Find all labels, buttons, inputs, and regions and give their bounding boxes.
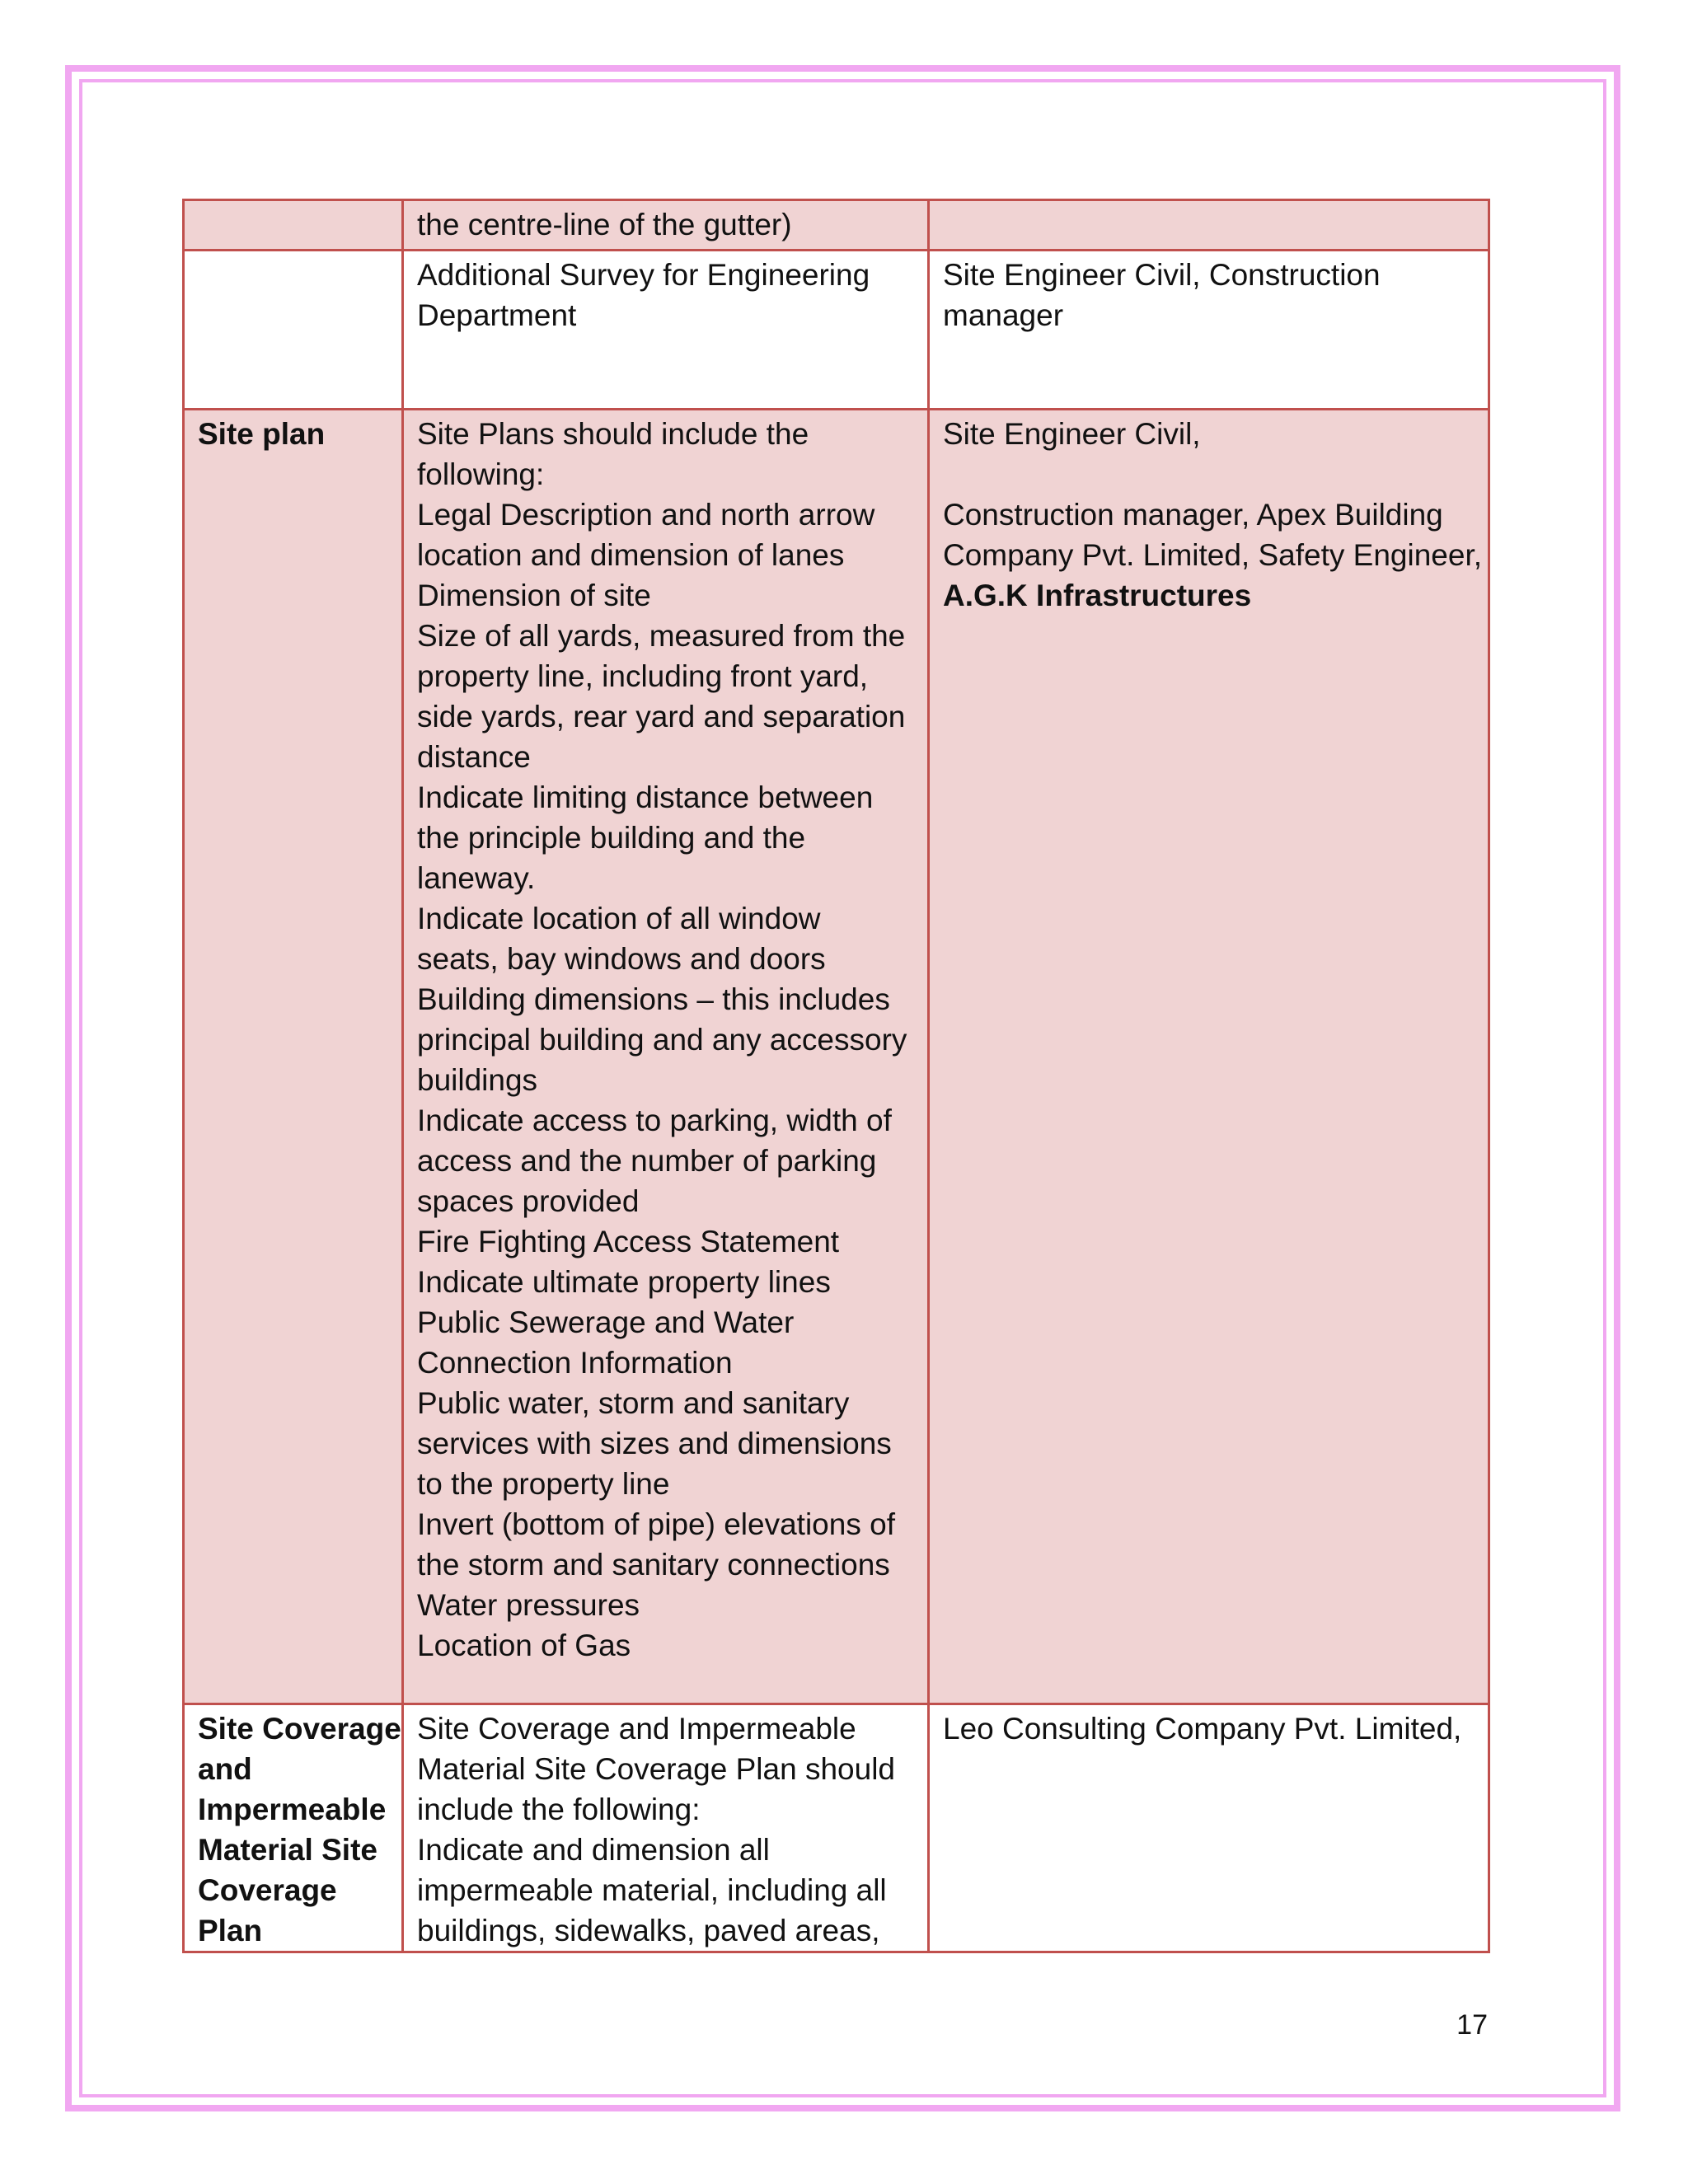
description-cell	[403, 1704, 929, 1952]
description-line: location and dimension of lanes	[417, 538, 845, 572]
responsible-cell	[929, 1704, 1489, 1952]
item-cell	[184, 1704, 403, 1952]
requirements-table	[182, 199, 1490, 1953]
responsible-line: Leo Consulting Company Pvt. Limited,	[943, 1712, 1462, 1746]
description-line: access and the number of parking	[417, 1144, 877, 1178]
description-line: Dimension of site	[417, 579, 651, 612]
item-cell	[184, 200, 403, 251]
responsible-line: Site Engineer Civil, Construction	[943, 258, 1381, 292]
page-number: 17	[1456, 2009, 1488, 2041]
description-line: buildings	[417, 1063, 538, 1097]
item-label-line: Coverage	[198, 1873, 337, 1907]
description-line: Department	[417, 298, 577, 332]
description-line: Indicate limiting distance between	[417, 780, 874, 814]
description-line: services with sizes and dimensions	[417, 1427, 892, 1460]
item-label-line: Impermeable	[198, 1793, 387, 1826]
description-line: Site Coverage and Impermeable	[417, 1712, 856, 1746]
description-line: Material Site Coverage Plan should	[417, 1752, 895, 1786]
item-cell	[184, 410, 403, 1704]
description-line: the storm and sanitary connections	[417, 1548, 890, 1582]
item-label-line: Site Coverage	[198, 1712, 401, 1746]
description-line: Legal Description and north arrow	[417, 498, 875, 532]
description-line: the centre-line of the gutter)	[417, 208, 792, 241]
description-line: Indicate ultimate property lines	[417, 1265, 831, 1299]
description-line: include the following:	[417, 1793, 701, 1826]
blank-line	[943, 454, 1475, 494]
item-label-line: Material Site	[198, 1833, 377, 1867]
description-line: Invert (bottom of pipe) elevations of	[417, 1507, 895, 1541]
table-row	[184, 410, 1489, 1704]
description-line: distance	[417, 740, 531, 774]
description-cell	[403, 200, 929, 251]
description-line: laneway.	[417, 861, 536, 895]
description-line: Indicate location of all window	[417, 902, 821, 935]
description-line: seats, bay windows and doors	[417, 942, 826, 976]
description-line: Indicate access to parking, width of	[417, 1104, 892, 1137]
responsible-cell	[929, 200, 1489, 251]
description-line: Additional Survey for Engineering	[417, 258, 870, 292]
description-line: the principle building and the	[417, 821, 806, 855]
responsible-line: manager	[943, 298, 1064, 332]
item-label: Site plan	[198, 417, 326, 451]
description-line: Public water, storm and sanitary	[417, 1386, 850, 1420]
description-line: Indicate and dimension all	[417, 1833, 770, 1867]
item-label-line: Plan	[198, 1914, 263, 1947]
description-line: Connection Information	[417, 1346, 733, 1380]
responsible-cell	[929, 410, 1489, 1704]
responsible-company-bold: A.G.K Infrastructures	[943, 579, 1252, 612]
description-line: to the property line	[417, 1467, 670, 1501]
item-cell	[184, 251, 403, 410]
description-line: Location of Gas	[417, 1629, 631, 1662]
description-line: Site Plans should include the	[417, 417, 809, 451]
responsible-cell	[929, 251, 1489, 410]
description-line: Fire Fighting Access Statement	[417, 1225, 840, 1258]
description-line: Water pressures	[417, 1588, 640, 1622]
responsible-line: Construction manager, Apex Building	[943, 498, 1443, 532]
description-line: Building dimensions – this includes	[417, 982, 890, 1016]
description-line: Public Sewerage and Water	[417, 1305, 795, 1339]
table-row	[184, 200, 1489, 251]
description-line: side yards, rear yard and separation	[417, 700, 906, 733]
description-cell	[403, 251, 929, 410]
description-line: buildings, sidewalks, paved areas,	[417, 1914, 880, 1947]
description-line: impermeable material, including all	[417, 1873, 887, 1907]
description-line: following:	[417, 457, 545, 491]
table-row	[184, 251, 1489, 410]
description-line: property line, including front yard,	[417, 659, 869, 693]
responsible-line: Site Engineer Civil,	[943, 417, 1201, 451]
table-row	[184, 1704, 1489, 1952]
description-line: spaces provided	[417, 1184, 640, 1218]
responsible-line: Company Pvt. Limited, Safety Engineer,	[943, 538, 1483, 572]
description-line: Size of all yards, measured from the	[417, 619, 906, 653]
description-line: principal building and any accessory	[417, 1023, 907, 1057]
description-cell	[403, 410, 929, 1704]
item-label-line: and	[198, 1752, 252, 1786]
